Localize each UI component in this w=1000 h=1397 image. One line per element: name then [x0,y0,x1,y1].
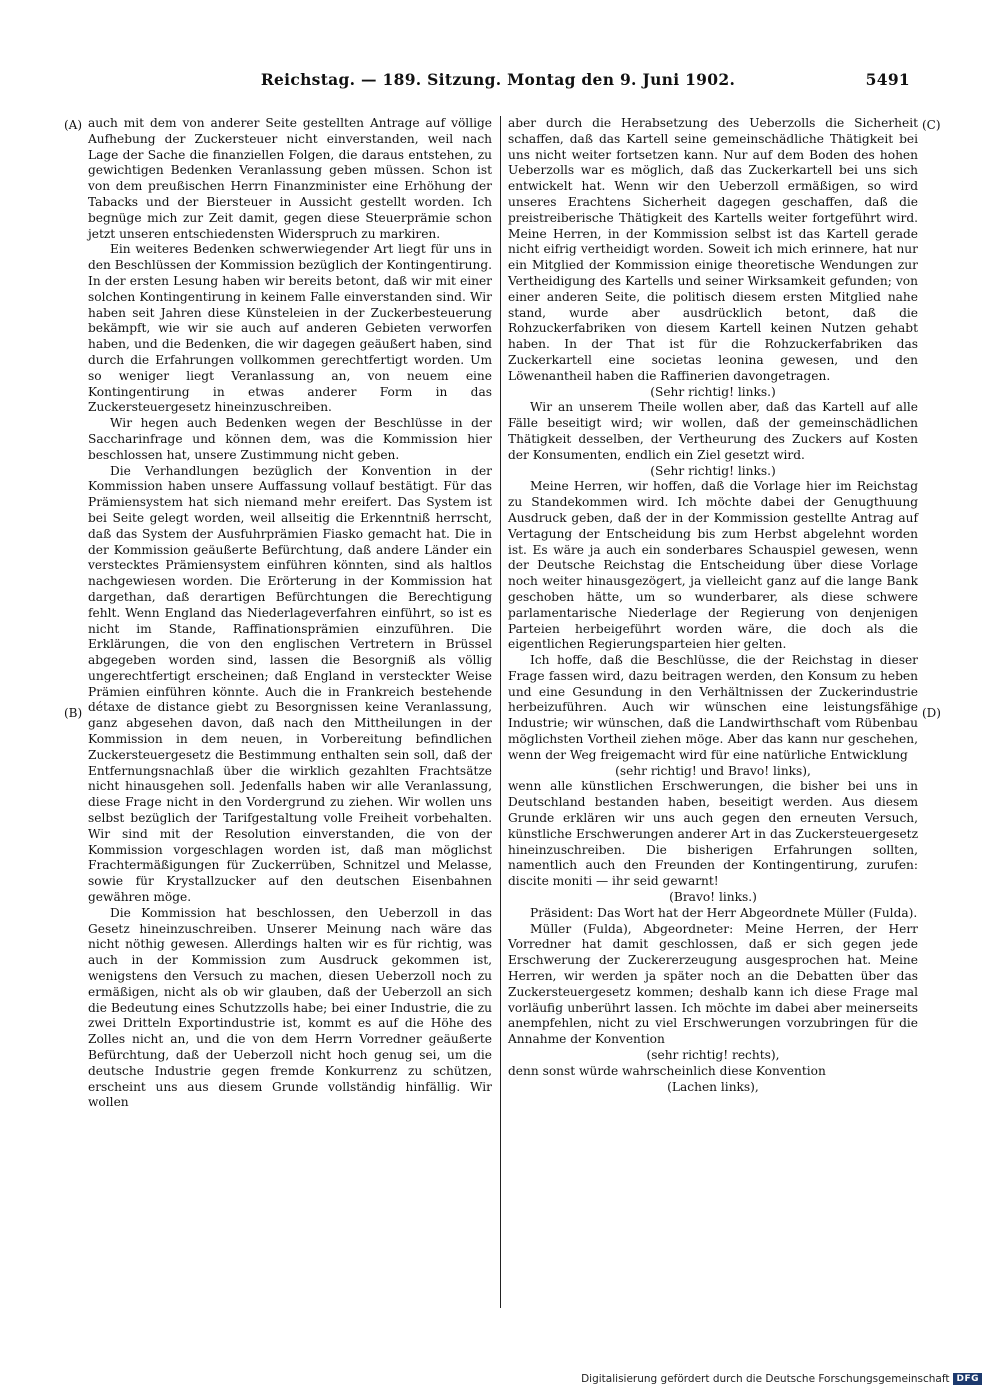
margin-marker-c: (C) [922,118,941,132]
paragraph: aber durch die Herabsetzung des Ueberzolls die Sicherheit schaffen, daß das Kartell seine gemeinschädliche Thätigkeit bei uns nicht weiter fortsetzen kann. Nur auf dem Boden des hohen Ueberzolls war es möglich, daß das Zuckerkartell bei uns sich entwickelt hat. Wenn wir den Ueberzoll ermäßigen, so wird unseres Erachtens Sicherheit dagegen geschaffen, daß die preistreiberische Thätigkeit des Kartells weiter fortgeführt wird. Meine Herren, in der Kommission selbst ist das Kartell gerade nicht eifrig vertheidigt worden. Soweit ich mich erinnere, hat nur ein Mitglied der Kommission einige theoretische Wendungen zur Vertheidigung des Kartells und seiner Wirksamkeit gefunden; von einer anderen Seite, die politisch diesem ersten Mitglied nahe stand, wurde aber ausdrücklich betont, daß die Rohzuckerfabriken von diesem Kartell keinen Nutzen gehabt haben. In der That ist für die Rohzuckerfabriken das Zuckerkartell eine societas leonina gewesen, und den Löwenantheil haben die Raffinerien davongetragen. [508,116,918,383]
margin-marker-d: (D) [922,706,941,720]
paragraph: Ein weiteres Bedenken schwerwiegender Art liegt für uns in den Beschlüssen der Kommission bezüglich der Kontingentirung. In der ersten Lesung haben wir bereits betont, daß wir mit einer solchen Kontingentirung in keinem Falle einverstanden sind. Wir haben seit Jahren diese Künsteleien in der Zuckerbesteuerung bekämpft, wie wir sie auch auf anderen Gebieten verworfen haben, und die Bedenken, die wir dagegen geäußert haben, sind durch die Erfahrungen vollkommen gerechtfertigt worden. Um so weniger liegt Veranlassung an, von neuem eine Kontingentirung in etwas anderer Form in das Zuckersteuergesetz hineinzuschreiben. [88,242,492,415]
paragraph: wenn alle künstlichen Erschwerungen, die bisher bei uns in Deutschland bestanden haben, beseitigt werden. Aus diesem Grunde erklären wir uns auch gegen den erneuten Versuch, künstliche Erschwerungen anderer Art in das Zuckersteuergesetz hineinzuschreiben. Die bisherigen Erfahrungen sollten, namentlich auch den Freunden der Kontingentirung, zurufen: discite moniti — ihr seid gewarnt! [508,779,918,889]
margin-marker-b: (B) [64,706,83,720]
paragraph: Ich hoffe, daß die Beschlüsse, die der Reichstag in dieser Frage fassen wird, dazu beitragen werden, den Konsum zu heben und eine Gesundung in den Verhältnissen der Zuckerindustrie herbeizuführen. Auch wir wünschen eine leistungsfähige Industrie; wir wünschen, daß die Landwirthschaft vom Rübenbau möglichsten Vortheil ziehen möge. Aber das kann nur geschehen, wenn der Weg freigemacht wird für eine natürliche Entwicklung [508,653,918,762]
interjection: (sehr richtig! und Bravo! links), [615,763,811,778]
paragraph: auch mit dem von anderer Seite gestellten Antrage auf völlige Aufhebung der Zuckersteuer nicht einverstanden, weil nach Lage der Sache die finanziellen Folgen, die daraus entstehen, zu gewichtigen Bedenken Veranlassung geben müssen. Schon ist von dem preußischen Herrn Finanzminister eine Erhöhung der Tabacks und der Biersteuer in Aussicht gestellt worden. Ich begnüge mich zur Zeit damit, gegen diese Steuerprämie schon jetzt unseren entschiedensten Widerspruch zu markiren. [88,116,492,241]
dfg-logo: DFG [953,1373,982,1385]
paragraph: Wir hegen auch Bedenken wegen der Beschlüsse in der Saccharinfrage und können dem, was die Kommission hier beschlossen hat, unsere Zustimmung nicht geben. [88,416,492,462]
president-statement: Präsident: Das Wort hat der Herr Abgeordnete Müller (Fulda). [530,905,918,920]
funding-footer [581,1373,982,1385]
left-column [88,116,492,1111]
running-header [86,70,910,94]
margin-marker-a: (A) [64,118,83,132]
footer-text: Digitalisierung gefördert durch die Deutsche Forschungsgemeinschaft [581,1373,950,1385]
page-title: Reichstag. — 189. Sitzung. Montag den 9. Juni 1902. [260,70,736,89]
interjection: (Sehr richtig! links.) [650,463,776,478]
interjection: (sehr richtig! rechts), [646,1048,780,1063]
paragraph: Wir an unserem Theile wollen aber, daß das Kartell auf alle Fälle beseitigt wird; wir wollen, daß der gemeinschädlichen Thätigkeit desselben, der Vertheurung des Zuckers auf Kosten der Konsumenten, endlich ein Ziel gesetzt wird. [508,400,918,462]
paragraph: Die Verhandlungen bezüglich der Konvention in der Kommission haben unsere Auffassung vollauf bestätigt. Für das Prämiensystem hat sich niemand mehr ereifert. Das System ist bei Seite gelegt worden, weil allseitig die Erkenntniß herrscht, daß das System der Ausfuhrprämien Fiasko gemacht hat. Die in der Kommission geäußerte Befürchtung, daß andere Länder ein verstecktes Prämiensystem einführen könnten, sind als haltlos nachgewiesen worden. Die Erörterung in der Kommission hat dargethan, daß derartigen Befürchtungen die Berechtigung fehlt. Wenn England das Niederlageverfahren einführt, so ist es nicht im Stande, Raffinationsprämien einzuführen. Die Erklärungen, die von den englischen Vertretern in Brüssel abgegeben worden sind, lassen die Besorgniß als völlig ungerechtfertigt erscheinen; daß England in versteckter Weise Prämien einführen könnte. Auch die in Frankreich bestehende détaxe de distance giebt zu Besorgnissen keine Veranlassung, ganz abgesehen davon, daß nach den Mittheilungen in der Kommission in dem neuen, in Vorbereitung befindlichen Zuckersteuergesetz die Bestimmung enthalten sein soll, daß der Entfernungsnachlaß über die wirklich gezahlten Frachtsätze nicht hinausgehen soll. Jedenfalls haben wir alle Veranlassung, diese Frage nicht in den Vordergrund zu ziehen. Wir wollen uns selbst bezüglich der Tarifgestaltung volle Freiheit vorbehalten. Wir sind mit der Resolution einverstanden, die von der Kommission vorgeschlagen worden ist, daß man möglichst Frachtermäßigungen für Zuckerrüben, Schnitzel und Melasse, sowie für Krystallzucker auf den deutschen Eisenbahnen gewähren möge. [88,463,492,905]
right-column [508,116,918,1095]
paragraph: Die Kommission hat beschlossen, den Ueberzoll in das Gesetz hineinzuschreiben. Unserer Meinung nach wäre das nicht nöthig gewesen. Allerdings halten wir es für richtig, was auch in der Kommission zum Ausdruck gekommen ist, wenigstens den Versuch zu machen, diesen Ueberzoll noch zu ermäßigen, nicht als ob wir glauben, daß der Ueberzoll an sich die Bedeutung eines Schutzzolls habe; bei einer Industrie, die zu zwei Dritteln Exportindustrie ist, kommt es auf die Höhe des Zolles nicht an, und die von dem Herrn Vorredner geäußerte Befürchtung, daß der Ueberzoll nicht hoch genug sei, um die deutsche Industrie gegen fremde Konkurrenz zu schützen, erscheint uns aus diesem Grunde vollständig hinfällig. Wir wollen [88,905,492,1110]
interjection: (Sehr richtig! links.) [650,384,776,399]
paragraph: denn sonst würde wahrscheinlich diese Konvention [508,1063,826,1078]
speaker-statement: Müller (Fulda), Abgeordneter: Meine Herren, der Herr Vorredner hat damit geschlossen, daß er sich gegen jede Erschwerung der Zuckererzeugung ausgesprochen hat. Meine Herren, wir werden ja später noch an die Debatten über das Zuckersteuergesetz kommen; deshalb kann ich diese Frage mal vorläufig unberührt lassen. Ich möchte im dabei aber meinerseits anempfehlen, nicht zu viel Erschwerungen vorzubringen für die Annahme der Konvention [508,921,918,1047]
paragraph: Meine Herren, wir hoffen, daß die Vorlage hier im Reichstag zu Standekommen wird. Ich möchte dabei der Genugthuung Ausdruck geben, daß der in der Kommission gestellte Antrag auf Vertagung der Entscheidung bis zum Herbst abgelehnt worden ist. Es wäre ja auch ein sonderbares Schauspiel gewesen, wenn der Deutsche Reichstag die Entscheidung über diese Vorlage noch weiter hinausgezögert, ja vielleicht ganz auf die lange Bank geschoben hätte, um so wunderbarer, als diese schwere parlamentarische Niederlage der Regierung von denjenigen Parteien herbeigeführt worden wäre, die doch als die eigentlichen Regierungsparteien hier gelten. [508,479,918,652]
interjection: (Bravo! links.) [669,890,757,905]
column-divider [500,116,501,1308]
page-number: 5491 [865,70,910,89]
interjection: (Lachen links), [667,1079,759,1094]
